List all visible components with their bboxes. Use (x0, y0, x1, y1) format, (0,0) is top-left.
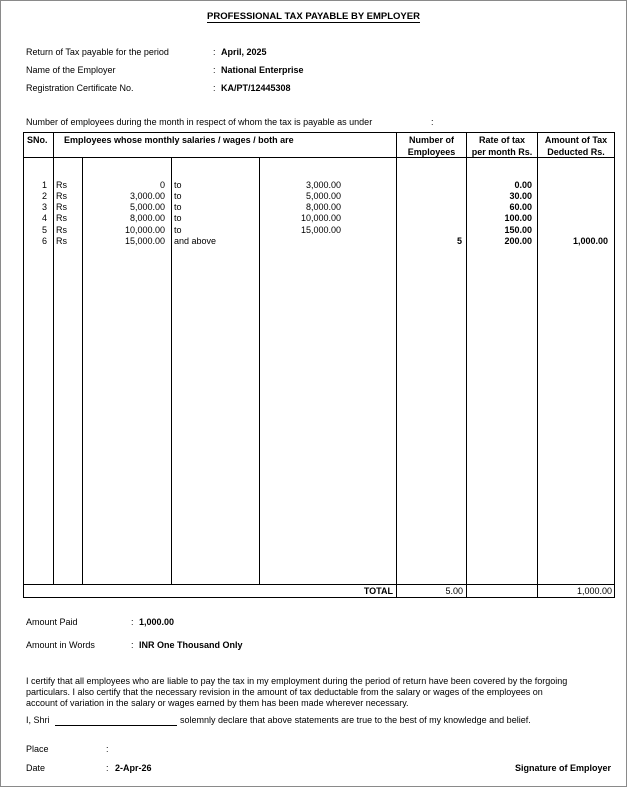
employer-label: Name of the Employer (26, 65, 116, 75)
row-currency: Rs (56, 225, 67, 235)
col-divider (171, 157, 172, 584)
col-divider (396, 132, 397, 598)
row-to: 5,000.00 (305, 191, 341, 201)
period-value: April, 2025 (221, 47, 267, 57)
name-blank-line (55, 725, 177, 726)
colon: : (213, 65, 216, 75)
certification-line-1: I certify that all employees who are liable to pay the tax in my employment during the period of return have been covered by the forgoing (26, 676, 568, 686)
colon: : (106, 744, 109, 754)
signature-label: Signature of Employer (514, 763, 611, 773)
row-currency: Rs (56, 236, 67, 246)
header-amount-2: Deducted Rs. (547, 147, 605, 157)
row-to: 3,000.00 (305, 180, 341, 190)
row-separator: to (174, 180, 182, 190)
row-sno: 4 (41, 213, 47, 223)
row-rate: 30.00 (509, 191, 532, 201)
row-sno: 1 (41, 180, 47, 190)
row-currency: Rs (56, 213, 67, 223)
row-separator: to (174, 213, 182, 223)
colon: : (106, 763, 109, 773)
row-from: 15,000.00 (124, 236, 165, 246)
header-amount-1: Amount of Tax (544, 135, 608, 145)
row-currency: Rs (56, 202, 67, 212)
header-range: Employees whose monthly salaries / wages / both are (64, 135, 294, 145)
colon: : (213, 47, 216, 57)
row-separator: to (174, 191, 182, 201)
total-divider (23, 584, 615, 585)
row-sno: 5 (41, 225, 47, 235)
row-from: 3,000.00 (129, 191, 165, 201)
registration-value: KA/PT/12445308 (221, 83, 291, 93)
certification-line-2: particulars. I also certify that the necessary revision in the amount of tax deductable from the salary or wages of the employees on (26, 687, 543, 697)
header-num-employees-1: Number of (409, 135, 454, 145)
row-sno: 3 (41, 202, 47, 212)
row-from: 8,000.00 (129, 213, 165, 223)
row-separator: to (174, 202, 182, 212)
col-divider (53, 132, 54, 584)
amount-paid-value: 1,000.00 (139, 617, 175, 627)
table-top-border (23, 132, 615, 133)
colon: : (213, 83, 216, 93)
header-sno: SNo. (27, 135, 48, 145)
row-rate: 0.00 (514, 180, 532, 190)
total-label: TOTAL (363, 586, 393, 596)
row-sno: 6 (41, 236, 47, 246)
row-from: 10,000.00 (124, 225, 165, 235)
row-employees: 5 (456, 236, 462, 246)
date-label: Date (26, 763, 46, 773)
amount-words-value: INR One Thousand Only (139, 640, 243, 650)
row-rate: 60.00 (509, 202, 532, 212)
place-label: Place (26, 744, 49, 754)
date-value: 2-Apr-26 (115, 763, 152, 773)
header-rate-2: per month Rs. (471, 147, 533, 157)
row-to: 10,000.00 (300, 213, 341, 223)
row-from: 5,000.00 (129, 202, 165, 212)
employer-value: National Enterprise (221, 65, 304, 75)
row-rate: 100.00 (504, 213, 532, 223)
registration-label: Registration Certificate No. (26, 83, 134, 93)
table-bottom-border (23, 597, 615, 598)
intro-colon: : (431, 117, 434, 127)
row-currency: Rs (56, 191, 67, 201)
period-label: Return of Tax payable for the period (26, 47, 169, 57)
row-separator: and above (174, 236, 217, 246)
certification-line-3: account of variation in the salary or wages earned by them has been made wherever necessary. (26, 698, 409, 708)
row-separator: to (174, 225, 182, 235)
row-rate: 200.00 (504, 236, 532, 246)
total-amount: 1,000.00 (576, 586, 612, 596)
table-right-border (614, 132, 615, 598)
intro-text: Number of employees during the month in respect of whom the tax is payable as under (26, 117, 373, 127)
row-to: 8,000.00 (305, 202, 341, 212)
header-num-employees-2: Employees (407, 147, 456, 157)
declaration-prefix: I, Shri (26, 715, 50, 725)
amount-words-label: Amount in Words (26, 640, 95, 650)
colon: : (131, 617, 134, 627)
row-amount: 1,000.00 (572, 236, 608, 246)
document-title (0, 11, 627, 22)
row-to: 15,000.00 (300, 225, 341, 235)
row-sno: 2 (41, 191, 47, 201)
col-divider (537, 132, 538, 598)
declaration-suffix: solemnly declare that above statements are true to the best of my knowledge and belief. (180, 715, 531, 725)
row-rate: 150.00 (504, 225, 532, 235)
title-text: PROFESSIONAL TAX PAYABLE BY EMPLOYER (207, 11, 420, 22)
total-employees: 5.00 (445, 586, 463, 596)
row-from: 0 (159, 180, 165, 190)
amount-paid-label: Amount Paid (26, 617, 78, 627)
colon: : (131, 640, 134, 650)
header-rate-1: Rate of tax (478, 135, 525, 145)
row-currency: Rs (56, 180, 67, 190)
